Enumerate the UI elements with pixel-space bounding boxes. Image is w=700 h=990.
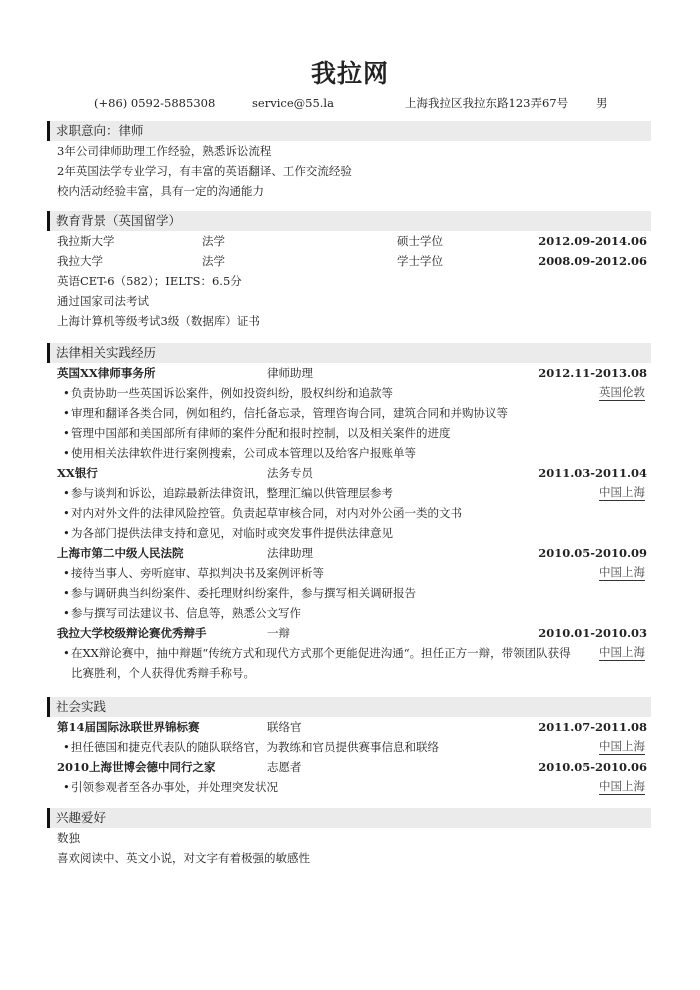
job-row xyxy=(47,463,651,483)
job-location-link[interactable]: 中国上海 xyxy=(599,565,645,579)
education-major: 法学 xyxy=(202,254,225,268)
section-heading: 教育背景（英国留学） xyxy=(47,211,651,231)
job-bullet xyxy=(47,423,651,443)
job-bullet xyxy=(47,643,651,683)
education-dates: 2012.09-2014.06 xyxy=(538,234,647,248)
job-bullet xyxy=(47,503,651,523)
bullet-icon: • xyxy=(63,606,70,620)
bullet-text: 对内对外文件的法律风险控管。负责起草审核合同，对内对外公函一类的文书 xyxy=(71,506,462,520)
bullet-text: 审理和翻译各类合同，例如租约，信托备忘录，管理咨询合同，建筑合同和并购协议等 xyxy=(71,406,508,420)
job-bullet xyxy=(47,383,651,403)
education-major: 法学 xyxy=(202,234,225,248)
section-heading: 法律相关实践经历 xyxy=(47,343,651,363)
bullet-text: 引领参观者至各办事处，并处理突发状况 xyxy=(71,780,278,794)
education-extra: 英语CET-6（582）；IELTS：6.5分 xyxy=(57,274,242,288)
contact-gender: 男 xyxy=(596,96,608,110)
social-row xyxy=(47,757,651,777)
contact-address: 上海我拉区我拉东路123弄67号 xyxy=(405,96,569,110)
job-bullet xyxy=(47,403,651,423)
section-hobbies xyxy=(47,808,651,868)
bullet-icon: • xyxy=(63,566,70,580)
bullet-text: 在XX辩论赛中，抽中辩题“传统方式和现代方式那个更能促进沟通“。担任正方一辩，带领团队获得比赛胜利，个人获得优秀辩手称号。 xyxy=(71,646,571,680)
job-bullet xyxy=(47,483,651,503)
section-heading: 兴趣爱好 xyxy=(47,808,651,828)
social-org: 2010上海世博会德中同行之家 xyxy=(57,760,216,774)
job-bullet xyxy=(47,583,651,603)
contact-row xyxy=(0,96,700,112)
job-bullet xyxy=(47,443,651,463)
social-dates: 2011.07-2011.08 xyxy=(538,720,647,734)
job-role: 律师助理 xyxy=(267,366,313,380)
social-org: 第14届国际泳联世界锦标赛 xyxy=(57,720,200,734)
section-objective xyxy=(47,121,651,201)
section-education xyxy=(47,211,651,331)
job-row xyxy=(47,363,651,383)
education-degree: 硕士学位 xyxy=(397,234,443,248)
bullet-icon: • xyxy=(63,740,70,754)
bullet-icon: • xyxy=(63,586,70,600)
job-bullet xyxy=(47,603,651,623)
resume-name: 我拉网 xyxy=(310,59,389,88)
job-dates: 2012.11-2013.08 xyxy=(538,366,647,380)
bullet-icon: • xyxy=(63,506,70,520)
social-bullet xyxy=(47,777,651,797)
social-location-link[interactable]: 中国上海 xyxy=(599,739,645,753)
bullet-text: 管理中国部和美国部所有律师的案件分配和报时控制，以及相关案件的进度 xyxy=(71,426,451,440)
job-org: 上海市第二中级人民法院 xyxy=(57,546,184,560)
job-role: 法务专员 xyxy=(267,466,313,480)
section-social xyxy=(47,697,651,797)
bullet-icon: • xyxy=(63,406,70,420)
education-school: 我拉大学 xyxy=(57,254,103,268)
hobby-line: 喜欢阅读中、英文小说，对文字有着极强的敏感性 xyxy=(57,851,310,865)
bullet-icon: • xyxy=(63,526,70,540)
job-row xyxy=(47,543,651,563)
contact-phone: (+86) 0592-5885308 xyxy=(94,96,216,110)
education-row xyxy=(47,231,651,251)
bullet-icon: • xyxy=(63,646,70,660)
social-role: 联络官 xyxy=(267,720,302,734)
bullet-text: 参与谈判和诉讼，追踪最新法律资讯，整理汇编以供管理层参考 xyxy=(71,486,393,500)
education-dates: 2008.09-2012.06 xyxy=(538,254,647,268)
bullet-text: 参与撰写司法建议书、信息等，熟悉公文写作 xyxy=(71,606,301,620)
contact-email: service@55.la xyxy=(252,96,334,110)
education-degree: 学士学位 xyxy=(397,254,443,268)
job-dates: 2010.05-2010.09 xyxy=(538,546,647,560)
bullet-icon: • xyxy=(63,386,70,400)
job-location-link[interactable]: 中国上海 xyxy=(599,645,645,659)
job-org: 英国XX律师事务所 xyxy=(57,366,156,380)
bullet-icon: • xyxy=(63,486,70,500)
objective-line: 3年公司律师助理工作经验，熟悉诉讼流程 xyxy=(57,144,272,158)
section-practice xyxy=(47,343,651,683)
bullet-text: 担任德国和捷克代表队的随队联络官，为教练和官员提供赛事信息和联络 xyxy=(71,740,439,754)
job-row xyxy=(47,623,651,643)
social-location-link[interactable]: 中国上海 xyxy=(599,779,645,793)
objective-line: 2年英国法学专业学习，有丰富的英语翻译、工作交流经验 xyxy=(57,164,352,178)
job-org: 我拉大学校级辩论赛优秀辩手 xyxy=(57,626,207,640)
social-dates: 2010.05-2010.06 xyxy=(538,760,647,774)
social-role: 志愿者 xyxy=(267,760,302,774)
job-org: XX银行 xyxy=(57,466,98,480)
hobby-line: 数独 xyxy=(57,831,80,845)
bullet-icon: • xyxy=(63,426,70,440)
job-role: 法律助理 xyxy=(267,546,313,560)
job-bullet xyxy=(47,563,651,583)
bullet-text: 负责协助一些英国诉讼案件，例如投资纠纷，股权纠纷和追款等 xyxy=(71,386,393,400)
bullet-icon: • xyxy=(63,446,70,460)
social-bullet xyxy=(47,737,651,757)
social-row xyxy=(47,717,651,737)
education-school: 我拉斯大学 xyxy=(57,234,115,248)
section-heading: 社会实践 xyxy=(47,697,651,717)
job-role: 一辩 xyxy=(267,626,290,640)
bullet-text: 使用相关法律软件进行案例搜索，公司成本管理以及给客户报账单等 xyxy=(71,446,416,460)
bullet-text: 为各部门提供法律支持和意见，对临时或突发事件提供法律意见 xyxy=(71,526,393,540)
bullet-text: 参与调研典当纠纷案件、委托理财纠纷案件，参与撰写相关调研报告 xyxy=(71,586,416,600)
job-bullet xyxy=(47,523,651,543)
section-heading: 求职意向：律师 xyxy=(47,121,651,141)
job-dates: 2011.03-2011.04 xyxy=(538,466,647,480)
education-extra: 通过国家司法考试 xyxy=(57,294,149,308)
education-extra: 上海计算机等级考试3级（数据库）证书 xyxy=(57,314,260,328)
bullet-icon: • xyxy=(63,780,70,794)
job-location-link[interactable]: 英国伦敦 xyxy=(599,385,645,399)
job-location-link[interactable]: 中国上海 xyxy=(599,485,645,499)
objective-line: 校内活动经验丰富，具有一定的沟通能力 xyxy=(57,184,264,198)
job-dates: 2010.01-2010.03 xyxy=(538,626,647,640)
bullet-text: 接待当事人、旁听庭审、草拟判决书及案例评析等 xyxy=(71,566,324,580)
education-row xyxy=(47,251,651,271)
